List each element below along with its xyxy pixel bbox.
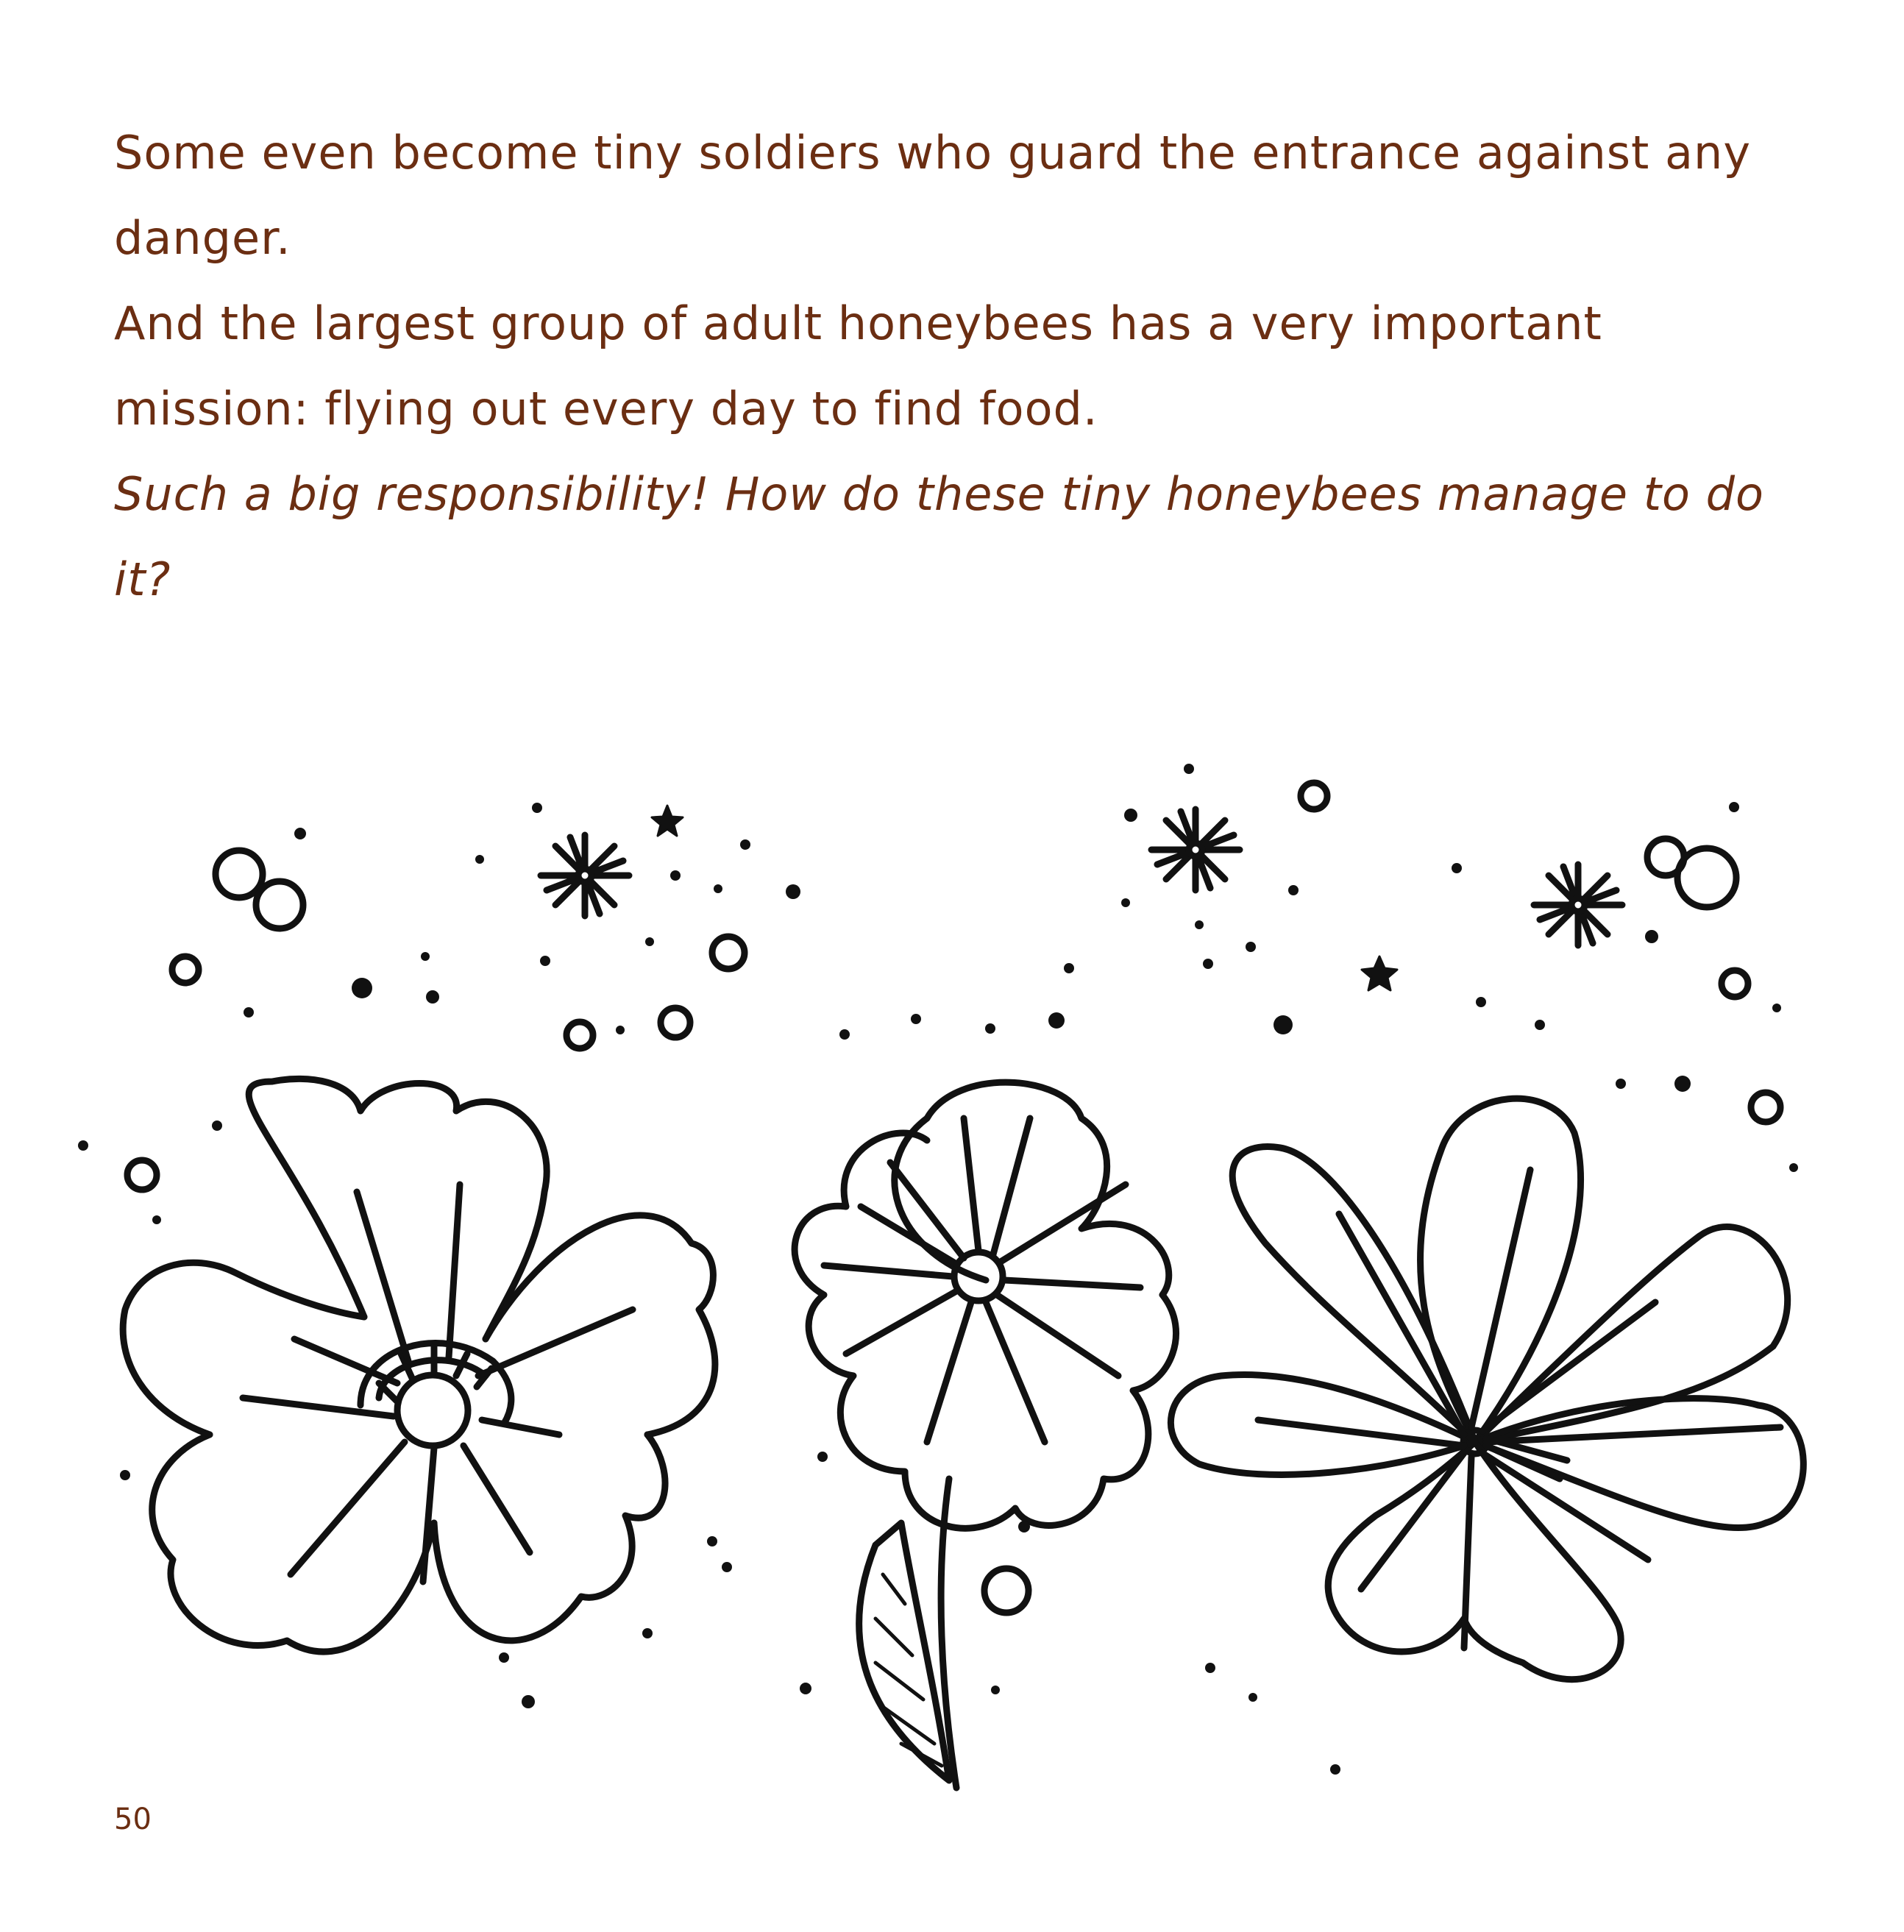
- left-flower-petal: [434, 1435, 665, 1641]
- left-flower-petal: [152, 1435, 434, 1652]
- star-icon: [652, 806, 683, 836]
- sparkle-icon: [1534, 864, 1622, 945]
- middle-flower-leaf: [859, 1523, 949, 1780]
- right-flower-petal: [1171, 1374, 1475, 1474]
- star-icon: [1362, 956, 1397, 990]
- right-flower-petal-lines: [1258, 1170, 1780, 1648]
- story-text: [114, 110, 1806, 622]
- story-paragraph: And the largest group of adult honeybees has a very important mission: flying out every day to find food.: [114, 296, 1602, 436]
- flowers-coloring-illustration: [0, 736, 1904, 1810]
- sparkle-icon: [541, 835, 629, 916]
- sparkles: [541, 806, 1622, 990]
- sparkle-icon: [1151, 809, 1240, 890]
- page-number: 50: [114, 1803, 152, 1836]
- story-paragraph: Some even become tiny soldiers who guard the entrance against any danger.: [114, 126, 1752, 265]
- right-flower-petal: [1421, 1098, 1581, 1442]
- right-flower-petal: [1475, 1226, 1788, 1442]
- right-flower: [1171, 1098, 1803, 1679]
- right-flower-petal: [1232, 1147, 1475, 1442]
- story-paragraph-italic: Such a big responsibility! How do these tiny honeybees manage to do it?: [114, 467, 1764, 606]
- left-flower: [123, 1079, 715, 1652]
- left-flower-petal-lines: [243, 1185, 633, 1582]
- middle-flower: [795, 1082, 1176, 1788]
- left-flower-center: [397, 1375, 468, 1446]
- right-flower-petal: [1328, 1442, 1621, 1680]
